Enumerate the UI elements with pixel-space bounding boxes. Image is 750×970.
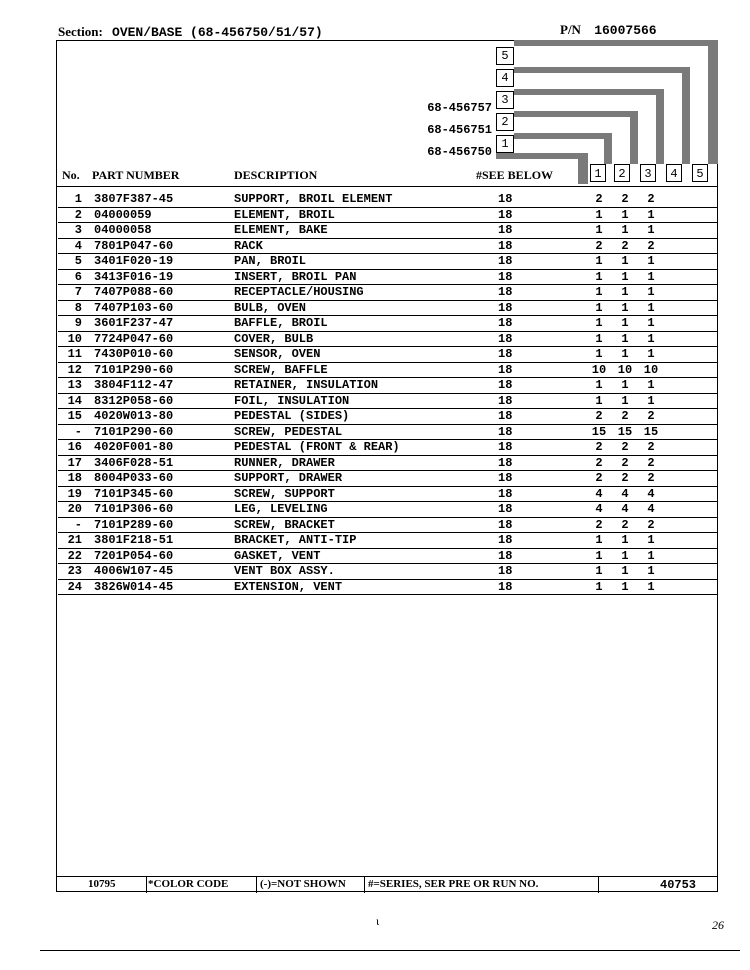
cell-q2: 2 [621, 192, 629, 206]
table-row [58, 471, 718, 487]
cell-q3: 1 [647, 378, 655, 392]
cell-desc: RUNNER, DRAWER [234, 455, 335, 470]
cell-no: 11 [67, 347, 82, 361]
table-row [58, 223, 718, 239]
cell-pn: 7101P345-60 [94, 486, 174, 501]
model-box-1: 1 [496, 135, 514, 153]
cell-pn: 3406F028-51 [94, 455, 174, 470]
stair-base-col [578, 153, 588, 184]
cell-q1: 1 [595, 564, 603, 578]
table-row [58, 192, 718, 208]
cell-q3: 2 [647, 409, 655, 423]
cell-q2: 4 [621, 502, 629, 516]
cell-pn: 04000059 [94, 207, 152, 222]
cell-no: 1 [74, 192, 82, 206]
cell-see: 18 [498, 409, 513, 423]
qty-col-5: 5 [692, 164, 708, 182]
cell-q2: 2 [621, 471, 629, 485]
cell-pn: 7801P047-60 [94, 238, 174, 253]
footer-not-shown: (-)=NOT SHOWN [260, 878, 346, 890]
footer-divider [364, 877, 365, 893]
cell-q1: 2 [595, 440, 603, 454]
cell-desc: COVER, BULB [234, 331, 314, 346]
cell-desc: VENT BOX ASSY. [234, 564, 335, 578]
cell-see: 18 [498, 378, 513, 392]
cell-q3: 1 [647, 564, 655, 578]
cell-desc: GASKET, VENT [234, 548, 321, 563]
stair-row-2 [514, 111, 638, 117]
cell-desc: PEDESTAL (SIDES) [234, 409, 350, 423]
cell-no: 22 [67, 548, 82, 563]
stair-col-5 [708, 40, 718, 164]
table-row [58, 316, 718, 332]
table-row [58, 285, 718, 301]
cell-desc: ELEMENT, BAKE [234, 223, 328, 237]
model-box-4: 4 [496, 69, 514, 87]
cell-q3: 10 [643, 362, 659, 377]
cell-no: 16 [67, 440, 82, 454]
stair-col-4 [682, 67, 690, 164]
cell-q1: 1 [595, 207, 603, 222]
cell-q2: 1 [621, 300, 629, 315]
cell-desc: RACK [234, 238, 263, 253]
cell-no: 4 [74, 238, 82, 253]
cell-q2: 2 [621, 455, 629, 470]
cell-q2: 1 [621, 207, 629, 222]
parts-table [58, 192, 718, 595]
table-row [58, 254, 718, 270]
cell-see: 18 [498, 440, 513, 454]
cell-desc: LEG, LEVELING [234, 502, 328, 516]
footer-color-code: *COLOR CODE [148, 878, 229, 890]
cell-q3: 2 [647, 238, 655, 253]
section-label: Section: [58, 24, 103, 39]
cell-q3: 1 [647, 269, 655, 284]
cell-q2: 2 [621, 440, 629, 454]
cell-no: 24 [67, 579, 82, 594]
table-row [58, 208, 718, 224]
section-value: OVEN/BASE (68-456750/51/57) [112, 25, 323, 40]
center-mark: ι [376, 914, 380, 928]
cell-see: 18 [498, 533, 513, 547]
table-row [58, 533, 718, 549]
cell-q2: 1 [621, 393, 629, 408]
cell-q1: 1 [595, 285, 603, 299]
cell-q1: 2 [595, 409, 603, 423]
cell-no: 8 [74, 300, 82, 315]
cell-see: 18 [498, 486, 513, 501]
cell-q1: 1 [595, 533, 603, 547]
cell-pn: 4020F001-80 [94, 440, 174, 454]
cell-desc: INSERT, BROIL PAN [234, 269, 357, 284]
cell-see: 18 [498, 269, 513, 284]
table-row [58, 301, 718, 317]
cell-no: 19 [67, 486, 82, 501]
cell-desc: SCREW, SUPPORT [234, 486, 335, 501]
cell-q1: 1 [595, 347, 603, 361]
cell-no: 2 [74, 207, 82, 222]
cell-q3: 1 [647, 579, 655, 594]
cell-q2: 1 [621, 269, 629, 284]
col-part-number: PART NUMBER [92, 168, 180, 182]
cell-q3: 1 [647, 207, 655, 222]
cell-q1: 2 [595, 471, 603, 485]
cell-q1: 1 [595, 316, 603, 330]
qty-col-1: 1 [590, 164, 606, 182]
cell-pn: 7407P103-60 [94, 300, 174, 315]
cell-no: 15 [67, 409, 82, 423]
cell-desc: SENSOR, OVEN [234, 347, 321, 361]
cell-desc: SCREW, PEDESTAL [234, 424, 343, 439]
cell-see: 18 [498, 331, 513, 346]
qty-col-3: 3 [640, 164, 656, 182]
cell-q2: 2 [621, 238, 629, 253]
cell-see: 18 [498, 471, 513, 485]
cell-q2: 1 [621, 331, 629, 346]
cell-pn: 4020W013-80 [94, 409, 174, 423]
cell-q3: 2 [647, 192, 655, 206]
cell-pn: 7101P306-60 [94, 502, 174, 516]
cell-desc: SCREW, BAFFLE [234, 362, 328, 377]
cell-q3: 1 [647, 285, 655, 299]
footer-bar [56, 876, 718, 893]
cell-pn: 3826W014-45 [94, 579, 174, 594]
section-heading [58, 24, 323, 40]
col-see-below: #SEE BELOW [476, 168, 554, 182]
cell-q3: 1 [647, 254, 655, 268]
cell-q3: 1 [647, 316, 655, 330]
table-row [58, 518, 718, 534]
qty-col-4: 4 [666, 164, 682, 182]
cell-no: 18 [67, 471, 82, 485]
cell-no: 23 [67, 564, 82, 578]
cell-q1: 4 [595, 486, 603, 501]
table-row [58, 347, 718, 363]
cell-q1: 1 [595, 254, 603, 268]
cell-no: 6 [74, 269, 82, 284]
cell-no: 7 [74, 285, 82, 299]
footer-doc-number: 40753 [660, 878, 697, 892]
cell-q1: 2 [595, 238, 603, 253]
cell-q1: 1 [595, 378, 603, 392]
cell-q1: 10 [591, 362, 607, 377]
cell-desc: BAFFLE, BROIL [234, 316, 328, 330]
cell-no: 17 [67, 455, 82, 470]
cell-q2: 1 [621, 285, 629, 299]
table-row [58, 332, 718, 348]
stair-row-3 [514, 89, 664, 95]
cell-see: 18 [498, 564, 513, 578]
table-row [58, 378, 718, 394]
cell-see: 18 [498, 455, 513, 470]
cell-desc: RECEPTACLE/HOUSING [234, 285, 364, 299]
cell-q1: 2 [595, 192, 603, 206]
cell-q1: 1 [595, 331, 603, 346]
cell-desc: EXTENSION, VENT [234, 579, 343, 594]
footer-divider [598, 877, 599, 893]
cell-see: 18 [498, 517, 513, 532]
cell-pn: 3804F112-47 [94, 378, 174, 392]
cell-q3: 1 [647, 347, 655, 361]
cell-q3: 15 [643, 424, 659, 439]
cell-q2: 2 [621, 409, 629, 423]
cell-q2: 1 [621, 223, 629, 237]
cell-pn: 7201P054-60 [94, 548, 174, 563]
cell-desc: ELEMENT, BROIL [234, 207, 335, 222]
footer-date-code: 10795 [88, 878, 116, 890]
cell-q2: 1 [621, 564, 629, 578]
cell-q3: 4 [647, 502, 655, 516]
cell-q3: 4 [647, 486, 655, 501]
header-rule [56, 186, 718, 187]
cell-desc: FOIL, INSULATION [234, 393, 350, 408]
footer-divider [256, 877, 257, 893]
col-no: No. [62, 168, 80, 182]
cell-q2: 1 [621, 378, 629, 392]
table-row [58, 549, 718, 565]
cell-see: 18 [498, 300, 513, 315]
cell-q2: 4 [621, 486, 629, 501]
cell-see: 18 [498, 347, 513, 361]
model-label-2: 68-456751 [427, 123, 492, 137]
cell-q2: 1 [621, 347, 629, 361]
cell-q1: 15 [591, 424, 607, 439]
cell-see: 18 [498, 393, 513, 408]
model-box-2: 2 [496, 113, 514, 131]
cell-q2: 1 [621, 548, 629, 563]
stair-col-3 [656, 89, 664, 164]
cell-no: 9 [74, 316, 82, 330]
cell-no: 14 [67, 393, 82, 408]
model-label-1: 68-456750 [427, 145, 492, 159]
cell-pn: 3413F016-19 [94, 269, 174, 284]
cell-see: 18 [498, 223, 513, 237]
cell-desc: SUPPORT, DRAWER [234, 471, 343, 485]
cell-q2: 10 [617, 362, 633, 377]
cell-no: - [74, 517, 82, 532]
cell-no: 13 [67, 378, 82, 392]
cell-q1: 1 [595, 393, 603, 408]
cell-no: 5 [74, 254, 82, 268]
cell-pn: 7407P088-60 [94, 285, 174, 299]
cell-q2: 15 [617, 424, 633, 439]
cell-q3: 1 [647, 300, 655, 315]
cell-see: 18 [498, 502, 513, 516]
model-box-3: 3 [496, 91, 514, 109]
cell-pn: 3601F237-47 [94, 316, 174, 330]
cell-q3: 1 [647, 331, 655, 346]
cell-no: 3 [74, 223, 82, 237]
table-row [58, 440, 718, 456]
cell-see: 18 [498, 316, 513, 330]
table-row [58, 580, 718, 596]
part-number-heading [560, 22, 657, 38]
cell-no: 12 [67, 362, 82, 377]
cell-desc: SCREW, BRACKET [234, 517, 335, 532]
table-row [58, 409, 718, 425]
cell-see: 18 [498, 207, 513, 222]
cell-q2: 1 [621, 254, 629, 268]
cell-q2: 1 [621, 579, 629, 594]
table-row [58, 425, 718, 441]
table-row [58, 239, 718, 255]
cell-pn: 4006W107-45 [94, 564, 174, 578]
table-row [58, 363, 718, 379]
cell-q1: 1 [595, 548, 603, 563]
cell-q2: 1 [621, 533, 629, 547]
cell-q2: 2 [621, 517, 629, 532]
cell-see: 18 [498, 285, 513, 299]
stair-row-4 [514, 67, 690, 73]
cell-desc: RETAINER, INSULATION [234, 378, 379, 392]
cell-q3: 1 [647, 223, 655, 237]
stair-col-1 [604, 133, 612, 164]
cell-q1: 1 [595, 300, 603, 315]
stair-base [496, 153, 588, 159]
cell-pn: 7430P010-60 [94, 347, 174, 361]
footer-series: #=SERIES, SER PRE OR RUN NO. [368, 878, 539, 890]
cell-desc: BRACKET, ANTI-TIP [234, 533, 357, 547]
cell-desc: PEDESTAL (FRONT & REAR) [234, 440, 400, 454]
cell-q1: 2 [595, 517, 603, 532]
model-box-5: 5 [496, 47, 514, 65]
cell-pn: 3801F218-51 [94, 533, 174, 547]
cell-no: 21 [67, 533, 82, 547]
cell-pn: 04000058 [94, 223, 152, 237]
cell-pn: 8004P033-60 [94, 471, 174, 485]
qty-col-2: 2 [614, 164, 630, 182]
table-row [58, 487, 718, 503]
cell-see: 18 [498, 424, 513, 439]
cell-pn: 7101P290-60 [94, 424, 174, 439]
stair-row-1 [514, 133, 612, 139]
pn-value: 16007566 [594, 23, 657, 38]
cell-q3: 2 [647, 517, 655, 532]
cell-desc: BULB, OVEN [234, 300, 307, 315]
cell-q3: 2 [647, 455, 655, 470]
stair-top-bar [514, 40, 718, 46]
cell-pn: 3807F387-45 [94, 192, 174, 206]
cell-pn: 8312P058-60 [94, 393, 174, 408]
table-row [58, 394, 718, 410]
table-row [58, 502, 718, 518]
corner-mark: 26 [712, 918, 724, 932]
stair-col-2 [630, 111, 638, 164]
cell-q2: 1 [621, 316, 629, 330]
cell-q1: 1 [595, 223, 603, 237]
table-row [58, 270, 718, 286]
cell-see: 18 [498, 192, 513, 206]
cell-pn: 3401F020-19 [94, 254, 174, 268]
cell-q3: 1 [647, 533, 655, 547]
cell-q3: 1 [647, 393, 655, 408]
cell-see: 18 [498, 362, 513, 377]
cell-see: 18 [498, 548, 513, 563]
model-label-3: 68-456757 [427, 101, 492, 115]
cell-see: 18 [498, 579, 513, 594]
cell-q1: 1 [595, 269, 603, 284]
footer-divider [146, 877, 147, 893]
cell-no: - [74, 424, 82, 439]
table-row [58, 564, 718, 580]
cell-desc: SUPPORT, BROIL ELEMENT [234, 192, 393, 206]
cell-pn: 7101P290-60 [94, 362, 174, 377]
pn-label: P/N [560, 22, 581, 37]
cell-q1: 1 [595, 579, 603, 594]
cell-no: 10 [67, 331, 82, 346]
cell-q1: 4 [595, 502, 603, 516]
cell-pn: 7724P047-60 [94, 331, 174, 346]
cell-no: 20 [67, 502, 82, 516]
page-bottom-rule [40, 950, 740, 951]
cell-see: 18 [498, 254, 513, 268]
table-row [58, 456, 718, 472]
cell-q1: 2 [595, 455, 603, 470]
col-description: DESCRIPTION [234, 168, 318, 182]
cell-pn: 7101P289-60 [94, 517, 174, 532]
cell-q3: 2 [647, 440, 655, 454]
cell-see: 18 [498, 238, 513, 253]
cell-desc: PAN, BROIL [234, 254, 307, 268]
cell-q3: 2 [647, 471, 655, 485]
cell-q3: 1 [647, 548, 655, 563]
